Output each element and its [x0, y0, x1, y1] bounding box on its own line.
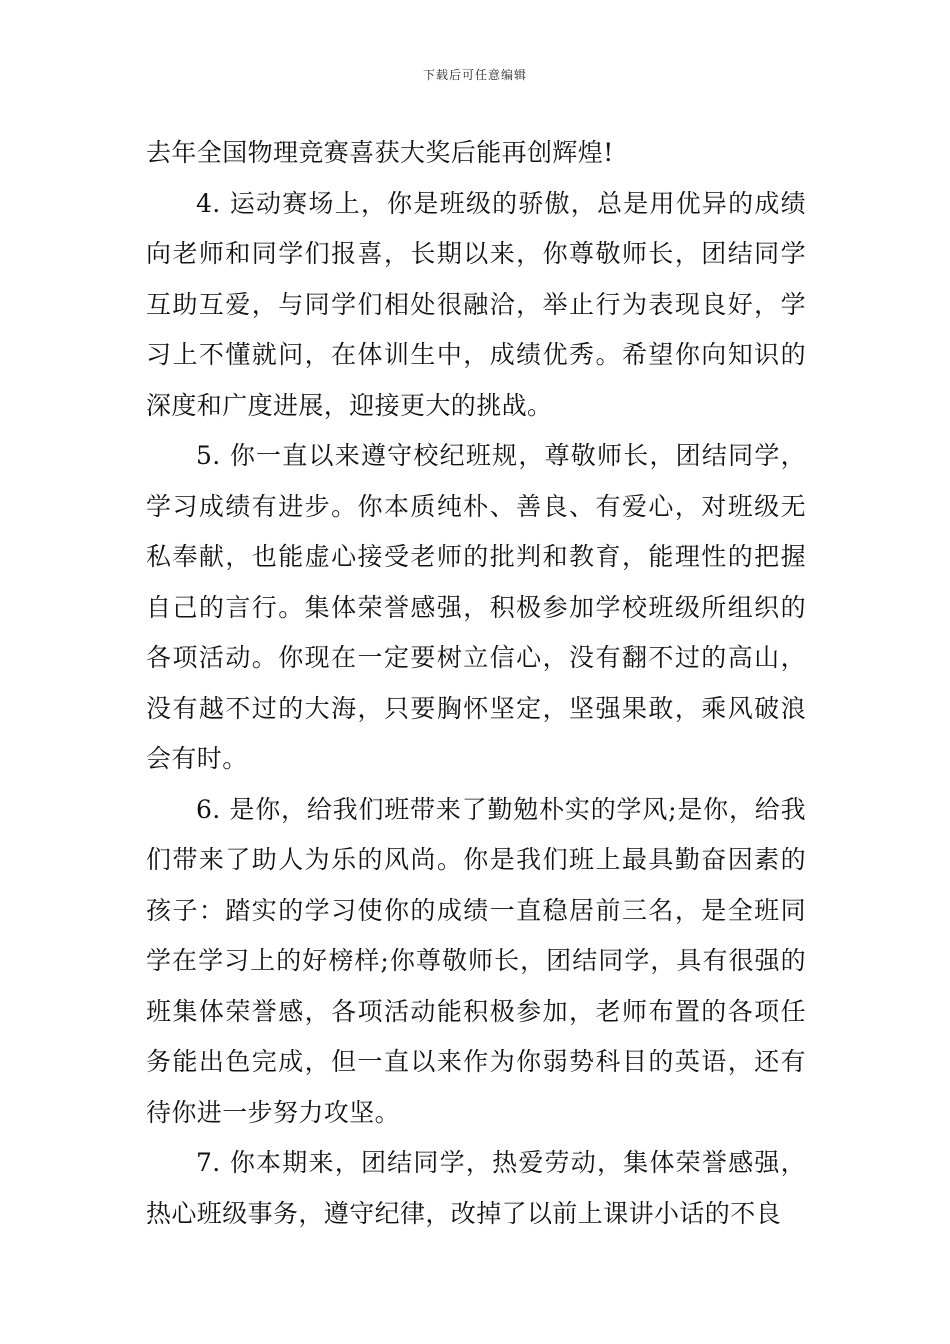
page-header: 下载后可任意编辑 — [422, 68, 527, 82]
paragraph-item-5: 5. 你一直以来遵守校纪班规，尊敬师长，团结同学，学习成绩有进步。你本质纯朴、善良、有爱心，对班级无私奉献，也能虚心接受老师的批判和教育，能理性的把握自己的言行。集体荣誉感强，积极参加学校班级所组织的各项活动。你现在一定要树立信心，没有翻不过的高山，没有越不过的大海，只要胸怀坚定，坚强果敢，乘风破浪会有时。 — [146, 441, 806, 773]
paragraph-item-4: 4. 运动赛场上，你是班级的骄傲，总是用优异的成绩向老师和同学们报喜，长期以来，你尊敬师长，团结同学互助互爱，与同学们相处很融洽，举止行为表现良好，学习上不懂就问，在体训生中，成绩优秀。希望你向知识的深度和广度进展，迎接更大的挑战。 — [146, 188, 806, 420]
paragraph-continuation: 去年全国物理竞赛喜获大奖后能再创辉煌! — [146, 138, 614, 167]
document-body — [146, 128, 806, 1239]
paragraph-item-6: 6. 是你，给我们班带来了勤勉朴实的学风;是你，给我们带来了助人为乐的风尚。你是我们班上最具勤奋因素的孩子：踏实的学习使你的成绩一直稳居前三名，是全班同学在学习上的好榜样;你尊敬师长，团结同学，具有很强的班集体荣誉感，各项活动能积极参加，老师布置的各项任务能出色完成，但一直以来作为你弱势科目的英语，还有待你进一步努力攻坚。 — [146, 794, 806, 1127]
paragraph-item-7: 7. 你本期来，团结同学，热爱劳动，集体荣誉感强，热心班级事务，遵守纪律，改掉了以前上课讲小话的不良 — [146, 1148, 806, 1228]
